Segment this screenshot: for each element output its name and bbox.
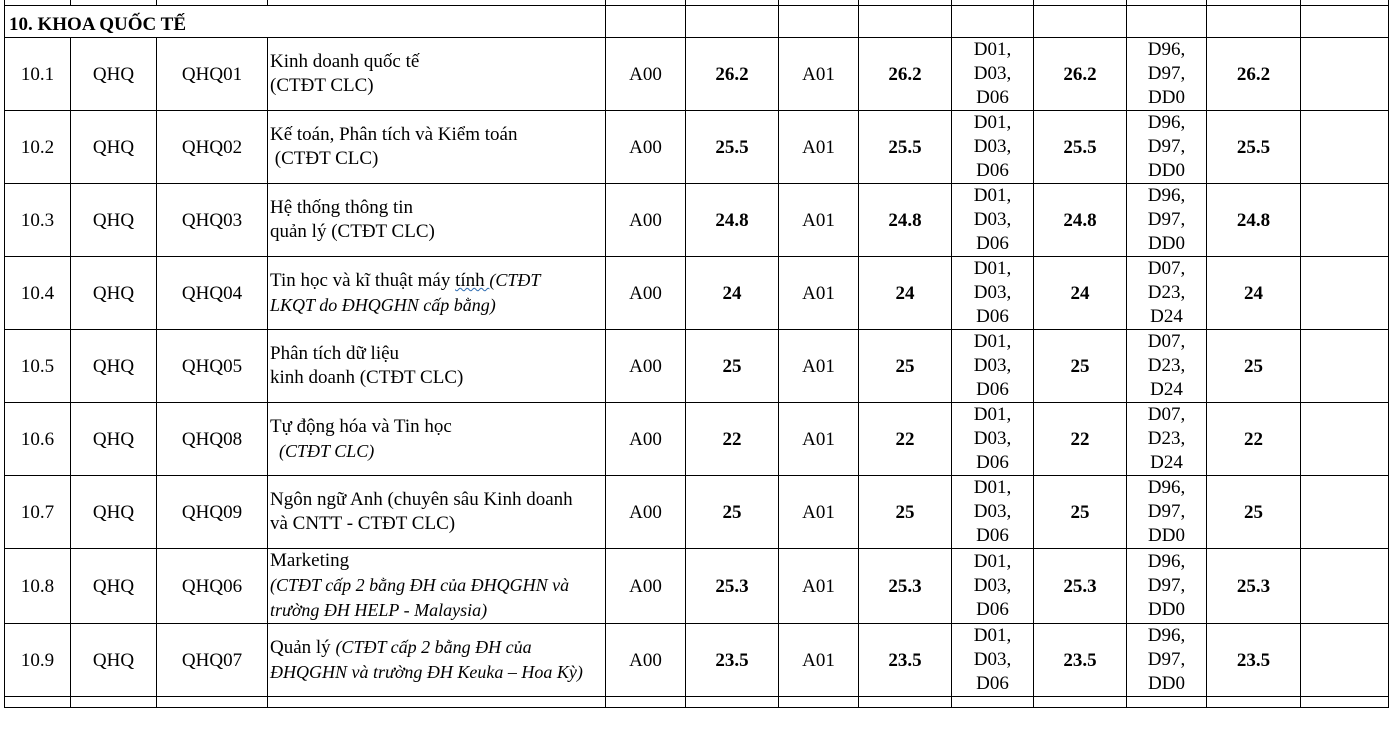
program-code: QHQ02 [157,111,268,184]
unit-code: QHQ [71,330,157,403]
unit-code: QHQ [71,184,157,257]
unit-code: QHQ [71,257,157,330]
score-1: 25.5 [686,111,779,184]
combo-2: A01 [779,624,859,697]
row-index: 10.9 [5,624,71,697]
combo-1: A00 [606,257,686,330]
combo-1: A00 [606,330,686,403]
empty-cell [71,697,157,708]
combo-1: A00 [606,549,686,624]
row-index: 10.4 [5,257,71,330]
score-3: 23.5 [1034,624,1127,697]
score-1: 25.3 [686,549,779,624]
section-title: 10. KHOA QUỐC TẾ [5,6,606,38]
row-index: 10.6 [5,403,71,476]
score-2: 26.2 [859,38,952,111]
score-4: 23.5 [1207,624,1301,697]
score-3: 25 [1034,476,1127,549]
program-code: QHQ07 [157,624,268,697]
combo-2: A01 [779,38,859,111]
score-4: 25 [1207,330,1301,403]
combo-4: D07, D23, D24 [1127,257,1207,330]
empty-cell [1127,697,1207,708]
score-2: 23.5 [859,624,952,697]
score-1: 25 [686,476,779,549]
score-4: 25.5 [1207,111,1301,184]
table-row [5,624,1389,697]
score-2: 25.5 [859,111,952,184]
score-4: 24.8 [1207,184,1301,257]
combo-1: A00 [606,624,686,697]
combo-1: A00 [606,476,686,549]
combo-3: D01, D03, D06 [952,624,1034,697]
program-name: Tin học và kĩ thuật máy tính (CTĐT LKQT do ĐHQGHN cấp bằng) [268,257,606,330]
row-index: 10.5 [5,330,71,403]
unit-code: QHQ [71,403,157,476]
score-2: 25.3 [859,549,952,624]
table-row [5,184,1389,257]
empty-cell [1301,38,1389,111]
empty-cell [1301,549,1389,624]
score-4: 25.3 [1207,549,1301,624]
table-row [5,257,1389,330]
score-1: 25 [686,330,779,403]
empty-cell [1301,111,1389,184]
program-name: Marketing (CTĐT cấp 2 bằng ĐH của ĐHQGHN và trường ĐH HELP - Malaysia) [268,549,606,624]
score-4: 22 [1207,403,1301,476]
row-index: 10.1 [5,38,71,111]
empty-cell [859,697,952,708]
empty-cell [1207,697,1301,708]
program-name: Quản lý (CTĐT cấp 2 bằng ĐH của ĐHQGHN và trường ĐH Keuka – Hoa Kỳ) [268,624,606,697]
score-1: 24 [686,257,779,330]
combo-2: A01 [779,476,859,549]
combo-2: A01 [779,111,859,184]
program-name: Kinh doanh quốc tế (CTĐT CLC) [268,38,606,111]
empty-cell [1301,184,1389,257]
unit-code: QHQ [71,476,157,549]
program-code: QHQ05 [157,330,268,403]
empty-cell [1301,257,1389,330]
unit-code: QHQ [71,111,157,184]
program-code: QHQ09 [157,476,268,549]
program-code: QHQ03 [157,184,268,257]
score-1: 24.8 [686,184,779,257]
score-2: 25 [859,476,952,549]
combo-3: D01, D03, D06 [952,549,1034,624]
table-row [5,476,1389,549]
row-index: 10.7 [5,476,71,549]
combo-4: D96, D97, DD0 [1127,476,1207,549]
combo-2: A01 [779,184,859,257]
empty-cell [686,697,779,708]
program-name: Kế toán, Phân tích và Kiểm toán (CTĐT CLC) [268,111,606,184]
program-name: Phân tích dữ liệu kinh doanh (CTĐT CLC) [268,330,606,403]
combo-2: A01 [779,330,859,403]
section-header-row [5,6,1389,38]
table-row [5,549,1389,624]
table-bottom-row [5,697,1389,708]
combo-3: D01, D03, D06 [952,111,1034,184]
admission-table [4,0,1389,708]
score-3: 26.2 [1034,38,1127,111]
empty-cell [1301,403,1389,476]
row-index: 10.3 [5,184,71,257]
combo-3: D01, D03, D06 [952,257,1034,330]
combo-1: A00 [606,111,686,184]
program-code: QHQ01 [157,38,268,111]
score-4: 25 [1207,476,1301,549]
empty-cell [779,697,859,708]
combo-4: D96, D97, DD0 [1127,549,1207,624]
score-3: 24 [1034,257,1127,330]
empty-cell [1301,624,1389,697]
program-code: QHQ06 [157,549,268,624]
score-2: 24 [859,257,952,330]
program-code: QHQ04 [157,257,268,330]
table-row [5,38,1389,111]
score-4: 24 [1207,257,1301,330]
combo-1: A00 [606,38,686,111]
combo-3: D01, D03, D06 [952,184,1034,257]
empty-cell [5,697,71,708]
program-name: Tự động hóa và Tin học (CTĐT CLC) [268,403,606,476]
combo-2: A01 [779,549,859,624]
combo-3: D01, D03, D06 [952,476,1034,549]
empty-cell [268,697,606,708]
table-row [5,330,1389,403]
empty-cell [606,697,686,708]
score-3: 24.8 [1034,184,1127,257]
combo-4: D07, D23, D24 [1127,330,1207,403]
combo-1: A00 [606,403,686,476]
combo-2: A01 [779,403,859,476]
combo-4: D96, D97, DD0 [1127,111,1207,184]
empty-cell [952,697,1034,708]
empty-cell [1301,476,1389,549]
table-row [5,111,1389,184]
combo-4: D96, D97, DD0 [1127,38,1207,111]
combo-1: A00 [606,184,686,257]
empty-cell [157,697,268,708]
score-2: 22 [859,403,952,476]
unit-code: QHQ [71,624,157,697]
program-name: Ngôn ngữ Anh (chuyên sâu Kinh doanh và CNTT - CTĐT CLC) [268,476,606,549]
combo-2: A01 [779,257,859,330]
score-1: 26.2 [686,38,779,111]
empty-cell [1034,697,1127,708]
row-index: 10.2 [5,111,71,184]
empty-cell [1301,697,1389,708]
score-3: 25.5 [1034,111,1127,184]
combo-4: D07, D23, D24 [1127,403,1207,476]
row-index: 10.8 [5,549,71,624]
program-code: QHQ08 [157,403,268,476]
empty-cell [1301,330,1389,403]
table-body [5,0,1389,708]
score-3: 25 [1034,330,1127,403]
score-3: 25.3 [1034,549,1127,624]
combo-3: D01, D03, D06 [952,330,1034,403]
score-2: 24.8 [859,184,952,257]
combo-4: D96, D97, DD0 [1127,184,1207,257]
combo-3: D01, D03, D06 [952,403,1034,476]
score-2: 25 [859,330,952,403]
score-1: 22 [686,403,779,476]
score-4: 26.2 [1207,38,1301,111]
combo-3: D01, D03, D06 [952,38,1034,111]
program-name: Hệ thống thông tin quản lý (CTĐT CLC) [268,184,606,257]
table-row [5,403,1389,476]
score-1: 23.5 [686,624,779,697]
score-3: 22 [1034,403,1127,476]
combo-4: D96, D97, DD0 [1127,624,1207,697]
unit-code: QHQ [71,38,157,111]
unit-code: QHQ [71,549,157,624]
